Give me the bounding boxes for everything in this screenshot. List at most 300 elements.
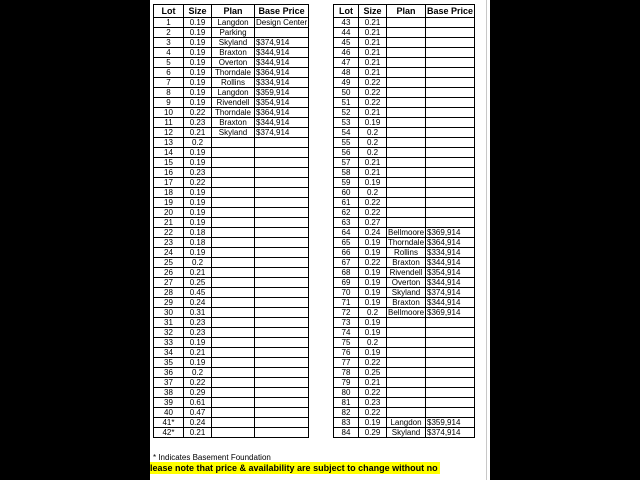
size-cell: 0.45 — [184, 288, 212, 298]
lot-cell: 31 — [154, 318, 184, 328]
lot-cell: 80 — [334, 388, 359, 398]
size-cell: 0.47 — [184, 408, 212, 418]
lot-cell: 10 — [154, 108, 184, 118]
price-cell: $354,914 — [426, 268, 475, 278]
size-cell: 0.19 — [184, 148, 212, 158]
size-cell: 0.22 — [359, 98, 387, 108]
table-row — [154, 58, 309, 68]
lot-cell: 76 — [334, 348, 359, 358]
size-cell: 0.23 — [359, 398, 387, 408]
price-cell — [426, 148, 475, 158]
lot-cell: 46 — [334, 48, 359, 58]
price-cell — [426, 98, 475, 108]
size-cell: 0.19 — [359, 318, 387, 328]
plan-cell: Bellmoore — [388, 308, 425, 317]
plan-cell — [387, 178, 426, 188]
table-row — [154, 398, 309, 408]
size-cell: 0.23 — [184, 168, 212, 178]
size-cell: 0.19 — [184, 68, 212, 78]
table-row — [334, 238, 475, 248]
price-cell — [255, 28, 309, 38]
table-row — [154, 308, 309, 318]
lot-cell: 7 — [154, 78, 184, 88]
price-cell — [255, 288, 309, 298]
size-cell: 0.23 — [184, 328, 212, 338]
lot-cell: 4 — [154, 48, 184, 58]
size-cell: 0.23 — [184, 318, 212, 328]
size-cell: 0.29 — [359, 428, 387, 438]
lot-cell: 33 — [154, 338, 184, 348]
price-cell — [255, 168, 309, 178]
price-cell: $359,914 — [255, 88, 309, 98]
plan-cell — [387, 328, 426, 338]
table-row — [334, 228, 475, 238]
price-cell — [255, 368, 309, 378]
lot-cell: 22 — [154, 228, 184, 238]
lot-cell: 77 — [334, 358, 359, 368]
plan-cell — [212, 298, 255, 308]
header-lot: Lot — [154, 5, 184, 18]
table-row — [154, 68, 309, 78]
table-row — [154, 378, 309, 388]
lot-cell: 37 — [154, 378, 184, 388]
plan-cell — [387, 358, 426, 368]
plan-cell — [212, 368, 255, 378]
table-row — [334, 18, 475, 28]
size-cell: 0.2 — [184, 368, 212, 378]
table-row — [334, 98, 475, 108]
lot-cell: 5 — [154, 58, 184, 68]
plan-cell — [212, 198, 255, 208]
table-row — [334, 188, 475, 198]
plan-cell: Bellmoore — [388, 228, 425, 237]
price-cell: $344,914 — [255, 58, 309, 68]
lot-cell: 73 — [334, 318, 359, 328]
plan-cell — [212, 398, 255, 408]
lot-cell: 78 — [334, 368, 359, 378]
plan-cell: Rollins — [212, 78, 255, 88]
plan-cell: Thorndale — [212, 68, 255, 78]
table-row — [334, 198, 475, 208]
plan-cell — [387, 138, 426, 148]
price-cell — [255, 338, 309, 348]
lot-cell: 3 — [154, 38, 184, 48]
size-cell: 0.19 — [184, 58, 212, 68]
size-cell: 0.21 — [359, 158, 387, 168]
size-cell: 0.2 — [359, 308, 387, 318]
size-cell: 0.19 — [359, 298, 387, 308]
plan-cell — [387, 78, 426, 88]
table-row — [154, 238, 309, 248]
price-cell — [255, 258, 309, 268]
size-cell: 0.24 — [184, 298, 212, 308]
price-cell — [426, 108, 475, 118]
plan-cell — [212, 328, 255, 338]
lot-cell: 6 — [154, 68, 184, 78]
table-row — [334, 408, 475, 418]
size-cell: 0.2 — [359, 138, 387, 148]
price-cell — [426, 338, 475, 348]
size-cell: 0.21 — [359, 18, 387, 28]
lot-cell: 51 — [334, 98, 359, 108]
size-cell: 0.19 — [359, 348, 387, 358]
table-row — [154, 358, 309, 368]
plan-cell — [387, 318, 426, 328]
header-plan: Plan — [212, 5, 255, 18]
size-cell: 0.29 — [184, 388, 212, 398]
size-cell: 0.19 — [359, 288, 387, 298]
price-cell — [426, 328, 475, 338]
size-cell: 0.24 — [359, 228, 387, 238]
size-cell: 0.22 — [359, 388, 387, 398]
lot-cell: 34 — [154, 348, 184, 358]
price-cell: $359,914 — [426, 418, 475, 428]
size-cell: 0.18 — [184, 228, 212, 238]
price-cell — [426, 218, 475, 228]
plan-cell: Langdon — [212, 88, 255, 98]
plan-cell: Braxton — [212, 48, 255, 58]
size-cell: 0.22 — [359, 408, 387, 418]
table-row — [334, 208, 475, 218]
price-cell — [255, 148, 309, 158]
table-row — [334, 398, 475, 408]
plan-cell — [387, 148, 426, 158]
plan-cell — [387, 388, 426, 398]
price-cell: $374,914 — [426, 428, 475, 438]
plan-cell: Rollins — [387, 248, 426, 258]
plan-cell — [212, 268, 255, 278]
table-row — [154, 428, 309, 438]
header-size: Size — [184, 5, 212, 18]
plan-cell: Braxton — [387, 298, 426, 308]
plan-cell — [387, 58, 426, 68]
plan-cell — [212, 148, 255, 158]
table-row — [334, 388, 475, 398]
table-row — [334, 78, 475, 88]
table-row — [334, 168, 475, 178]
table-row — [334, 88, 475, 98]
price-cell — [255, 358, 309, 368]
price-cell — [426, 188, 475, 198]
plan-cell — [387, 378, 426, 388]
price-cell: $344,914 — [426, 298, 475, 308]
plan-cell — [212, 318, 255, 328]
header-lot: Lot — [334, 5, 359, 18]
plan-cell: Skyland — [387, 288, 426, 298]
table-row — [334, 248, 475, 258]
size-cell: 0.25 — [359, 368, 387, 378]
table-row — [154, 78, 309, 88]
table-row — [334, 28, 475, 38]
price-cell: $334,914 — [426, 248, 475, 258]
size-cell: 0.24 — [184, 418, 212, 428]
table-row — [154, 248, 309, 258]
table-row — [154, 388, 309, 398]
lot-cell: 53 — [334, 118, 359, 128]
size-cell: 0.19 — [184, 78, 212, 88]
table-row — [154, 368, 309, 378]
table-row — [334, 348, 475, 358]
lot-cell: 72 — [334, 308, 359, 318]
price-cell: $344,914 — [255, 48, 309, 58]
plan-cell — [387, 118, 426, 128]
table-row — [154, 208, 309, 218]
table-row — [154, 108, 309, 118]
lot-cell: 15 — [154, 158, 184, 168]
price-cell: $334,914 — [255, 78, 309, 88]
price-cell — [255, 328, 309, 338]
table-row — [154, 198, 309, 208]
lot-cell: 59 — [334, 178, 359, 188]
plan-cell — [387, 158, 426, 168]
lot-table-left — [153, 4, 309, 438]
lot-cell: 57 — [334, 158, 359, 168]
size-cell: 0.19 — [184, 38, 212, 48]
lot-cell: 16 — [154, 168, 184, 178]
size-cell: 0.21 — [184, 428, 212, 438]
size-cell: 0.2 — [359, 188, 387, 198]
table-row — [154, 348, 309, 358]
table-row — [334, 138, 475, 148]
header-plan: Plan — [387, 5, 426, 18]
size-cell: 0.21 — [184, 128, 212, 138]
size-cell: 0.21 — [184, 348, 212, 358]
price-cell — [426, 118, 475, 128]
table-row — [154, 418, 309, 428]
lot-cell: 75 — [334, 338, 359, 348]
lot-cell: 35 — [154, 358, 184, 368]
size-cell: 0.22 — [359, 78, 387, 88]
lot-cell: 27 — [154, 278, 184, 288]
size-cell: 0.19 — [359, 178, 387, 188]
plan-cell — [212, 358, 255, 368]
price-cell — [426, 78, 475, 88]
lot-cell: 32 — [154, 328, 184, 338]
table-row — [334, 118, 475, 128]
table-row — [154, 188, 309, 198]
table-row — [154, 318, 309, 328]
table-row — [334, 298, 475, 308]
table-row — [334, 338, 475, 348]
price-cell — [255, 228, 309, 238]
plan-cell — [387, 28, 426, 38]
plan-cell — [212, 138, 255, 148]
plan-cell — [212, 238, 255, 248]
size-cell: 0.19 — [184, 218, 212, 228]
table-row — [334, 218, 475, 228]
plan-cell — [387, 198, 426, 208]
price-cell — [255, 208, 309, 218]
lot-cell: 65 — [334, 238, 359, 248]
size-cell: 0.19 — [184, 28, 212, 38]
lot-cell: 1 — [154, 18, 184, 28]
lot-cell: 20 — [154, 208, 184, 218]
table-row — [334, 258, 475, 268]
price-cell — [255, 268, 309, 278]
plan-cell — [387, 208, 426, 218]
lot-cell: 24 — [154, 248, 184, 258]
plan-cell — [387, 368, 426, 378]
price-cell — [255, 388, 309, 398]
table-row — [334, 178, 475, 188]
lot-cell: 30 — [154, 308, 184, 318]
table-row — [334, 158, 475, 168]
plan-cell: Skyland — [387, 428, 426, 438]
plan-cell — [387, 108, 426, 118]
plan-cell — [387, 68, 426, 78]
table-row — [334, 288, 475, 298]
price-cell — [426, 158, 475, 168]
price-cell — [255, 238, 309, 248]
price-cell — [255, 278, 309, 288]
plan-cell — [212, 288, 255, 298]
price-cell — [255, 298, 309, 308]
size-cell: 0.22 — [184, 108, 212, 118]
price-cell — [255, 428, 309, 438]
size-cell: 0.2 — [184, 258, 212, 268]
size-cell: 0.21 — [359, 68, 387, 78]
plan-cell — [212, 228, 255, 238]
size-cell: 0.21 — [359, 168, 387, 178]
lot-cell: 54 — [334, 128, 359, 138]
size-cell: 0.22 — [359, 88, 387, 98]
plan-cell — [212, 248, 255, 258]
size-cell: 0.19 — [359, 278, 387, 288]
size-cell: 0.19 — [359, 418, 387, 428]
plan-cell — [212, 188, 255, 198]
price-cell — [255, 158, 309, 168]
size-cell: 0.2 — [184, 138, 212, 148]
size-cell: 0.2 — [359, 148, 387, 158]
price-cell — [426, 178, 475, 188]
plan-cell — [387, 98, 426, 108]
size-cell: 0.19 — [359, 118, 387, 128]
header-row — [334, 5, 475, 18]
plan-cell — [212, 418, 255, 428]
lot-cell: 62 — [334, 208, 359, 218]
price-cell: $374,914 — [255, 38, 309, 48]
lot-table-right — [333, 4, 475, 438]
table-row — [334, 48, 475, 58]
lot-cell: 52 — [334, 108, 359, 118]
lot-cell: 64 — [334, 228, 359, 238]
plan-cell — [212, 158, 255, 168]
lot-cell: 26 — [154, 268, 184, 278]
plan-cell — [212, 258, 255, 268]
table-row — [154, 268, 309, 278]
size-cell: 0.21 — [359, 28, 387, 38]
plan-cell — [387, 188, 426, 198]
table-row — [334, 378, 475, 388]
lot-cell: 41* — [154, 418, 184, 428]
size-cell: 0.19 — [359, 248, 387, 258]
lot-cell: 45 — [334, 38, 359, 48]
price-cell: $344,914 — [426, 258, 475, 268]
size-cell: 0.19 — [359, 268, 387, 278]
lot-cell: 42* — [154, 428, 184, 438]
plan-cell — [212, 308, 255, 318]
plan-cell: Langdon — [387, 418, 426, 428]
table-row — [334, 148, 475, 158]
plan-cell: Overton — [387, 278, 426, 288]
price-cell — [426, 68, 475, 78]
lot-cell: 2 — [154, 28, 184, 38]
price-cell — [255, 348, 309, 358]
size-cell: 0.19 — [184, 358, 212, 368]
price-cell: $374,914 — [426, 288, 475, 298]
lot-cell: 38 — [154, 388, 184, 398]
price-cell — [255, 378, 309, 388]
plan-cell — [387, 48, 426, 58]
plan-cell — [212, 348, 255, 358]
size-cell: 0.19 — [184, 98, 212, 108]
plan-cell: Skyland — [212, 38, 255, 48]
size-cell: 0.25 — [184, 278, 212, 288]
plan-cell — [212, 388, 255, 398]
plan-cell — [212, 338, 255, 348]
table-row — [334, 318, 475, 328]
basement-footnote: * Indicates Basement Foundation — [153, 453, 271, 462]
table-row — [154, 88, 309, 98]
size-cell: 0.21 — [359, 38, 387, 48]
size-cell: 0.22 — [184, 378, 212, 388]
plan-cell: Rivendell — [212, 98, 255, 108]
plan-cell: Rivendell — [387, 268, 426, 278]
table-row — [334, 268, 475, 278]
size-cell: 0.61 — [184, 398, 212, 408]
table-row — [154, 178, 309, 188]
table-row — [154, 28, 309, 38]
lot-cell: 61 — [334, 198, 359, 208]
lot-cell: 71 — [334, 298, 359, 308]
table-row — [154, 218, 309, 228]
table-row — [334, 358, 475, 368]
plan-cell — [387, 398, 426, 408]
lot-cell: 29 — [154, 298, 184, 308]
lot-cell: 18 — [154, 188, 184, 198]
lot-cell: 70 — [334, 288, 359, 298]
header-row — [154, 5, 309, 18]
lot-cell: 28 — [154, 288, 184, 298]
table-row — [154, 128, 309, 138]
lot-cell: 60 — [334, 188, 359, 198]
size-cell: 0.19 — [184, 18, 212, 28]
price-cell — [255, 248, 309, 258]
size-cell: 0.21 — [359, 48, 387, 58]
size-cell: 0.19 — [184, 88, 212, 98]
table-row — [154, 258, 309, 268]
price-cell — [426, 38, 475, 48]
price-cell — [255, 318, 309, 328]
table-row — [334, 278, 475, 288]
plan-cell — [387, 18, 426, 28]
size-cell: 0.18 — [184, 238, 212, 248]
lot-cell: 19 — [154, 198, 184, 208]
lot-cell: 69 — [334, 278, 359, 288]
price-cell — [426, 58, 475, 68]
table-row — [154, 328, 309, 338]
price-cell — [426, 48, 475, 58]
table-row — [154, 118, 309, 128]
plan-cell — [212, 378, 255, 388]
table-row — [334, 108, 475, 118]
size-cell: 0.19 — [359, 238, 387, 248]
price-cell: $364,914 — [426, 238, 475, 248]
lot-cell: 17 — [154, 178, 184, 188]
price-cell — [426, 198, 475, 208]
table-row — [334, 38, 475, 48]
table-row — [154, 298, 309, 308]
